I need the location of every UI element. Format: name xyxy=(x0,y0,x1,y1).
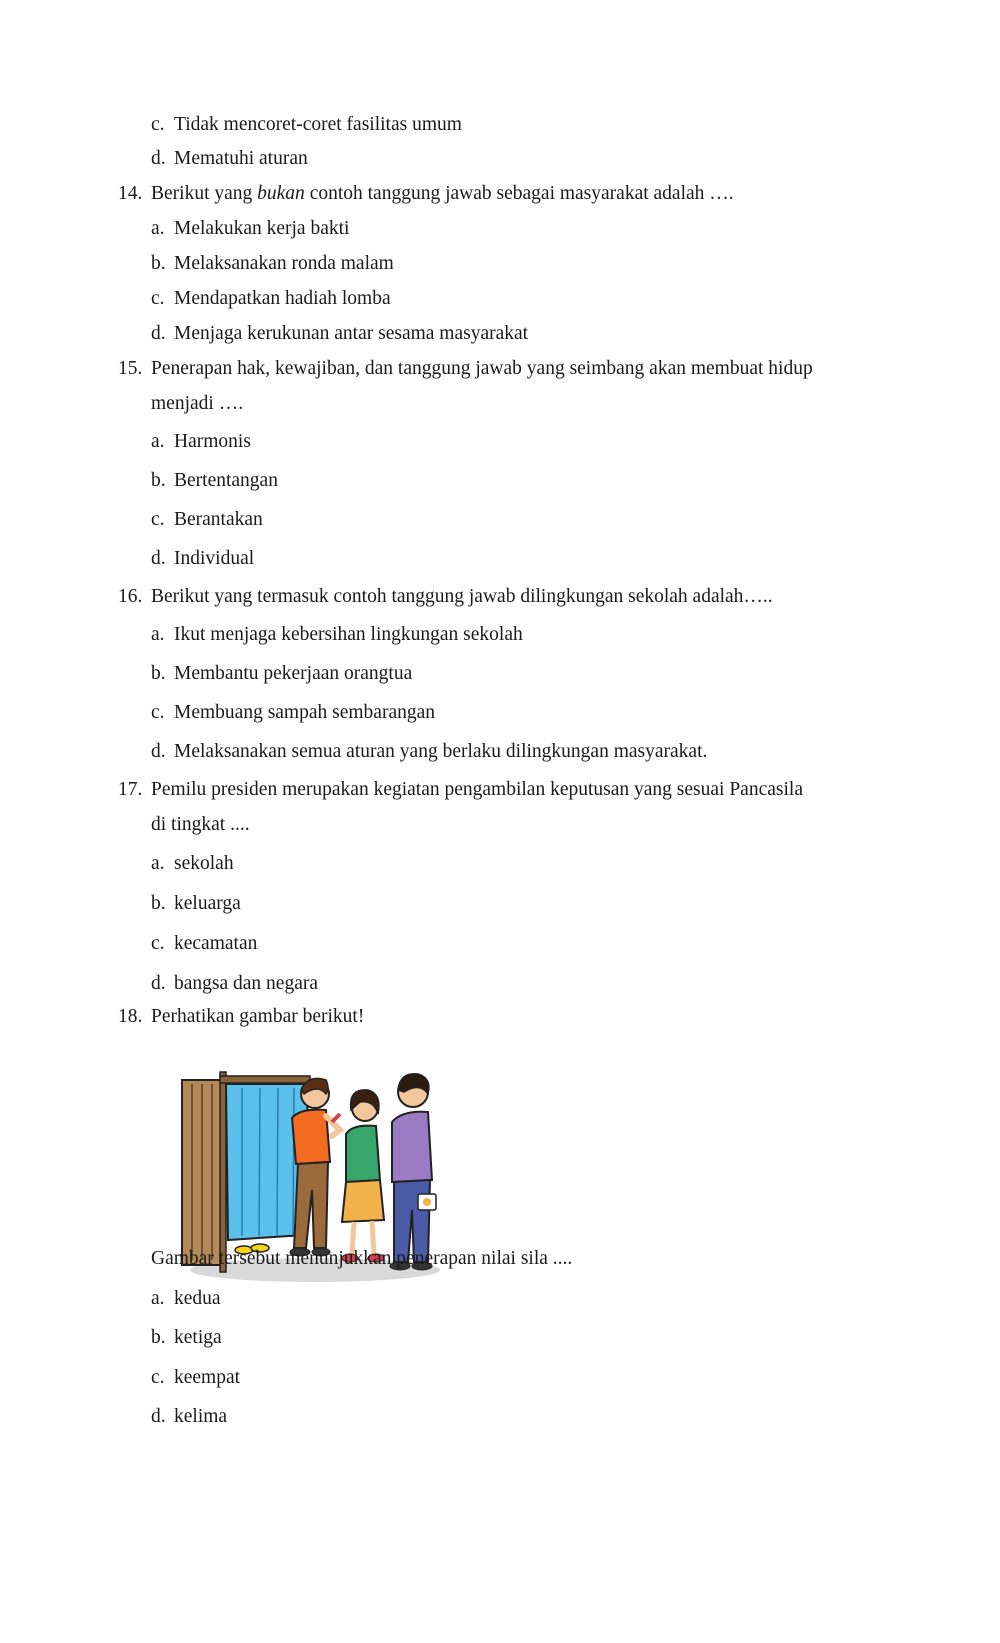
emphasis-word: bukan xyxy=(257,183,305,204)
option-text: Tidak mencoret-coret fasilitas umum xyxy=(174,114,462,135)
question-18-number: 18. xyxy=(118,1006,143,1027)
question-15-number: 15. xyxy=(118,358,143,379)
booth-rail xyxy=(220,1076,310,1083)
option-text: ketiga xyxy=(174,1327,222,1348)
option-text: Individual xyxy=(174,548,255,569)
question-17-text-line-1: Pemilu presiden merupakan kegiatan pengambilan keputusan yang sesuai Pancasila xyxy=(151,779,803,800)
option-text: Membantu pekerjaan orangtua xyxy=(174,663,413,684)
option-text: Melaksanakan semua aturan yang berlaku dilingkungan masyarakat. xyxy=(174,741,708,762)
option-letter: d. xyxy=(151,148,166,169)
option-13-c xyxy=(151,113,462,137)
option-text: Harmonis xyxy=(174,431,251,452)
option-16-a xyxy=(151,623,523,647)
option-letter: c. xyxy=(151,288,165,309)
question-18-caption: Gambar tersebut menunjukkan penerapan nilai sila .... xyxy=(151,1248,573,1269)
option-letter: d. xyxy=(151,1406,166,1427)
option-16-b xyxy=(151,662,412,686)
option-letter: b. xyxy=(151,1327,166,1348)
booth-post xyxy=(220,1072,226,1272)
option-letter: b. xyxy=(151,253,166,274)
option-letter: c. xyxy=(151,509,165,530)
option-17-d xyxy=(151,972,318,996)
option-text: keempat xyxy=(174,1367,241,1388)
option-text: Membuang sampah sembarangan xyxy=(174,702,436,723)
option-text: Bertentangan xyxy=(174,470,278,491)
booth-wood-panel xyxy=(182,1080,224,1265)
option-letter: b. xyxy=(151,893,166,914)
question-16-text: Berikut yang termasuk contoh tanggung jawab dilingkungan sekolah adalah….. xyxy=(151,586,773,607)
option-letter: a. xyxy=(151,218,165,239)
option-letter: a. xyxy=(151,853,165,874)
option-letter: a. xyxy=(151,624,165,645)
option-text: keluarga xyxy=(174,893,241,914)
question-14-number: 14. xyxy=(118,183,143,204)
option-14-c xyxy=(151,287,391,311)
option-18-c xyxy=(151,1366,240,1390)
option-14-b xyxy=(151,252,394,276)
question-17-text-line-2: di tingkat .... xyxy=(151,814,250,835)
option-text: Mendapatkan hadiah lomba xyxy=(174,288,391,309)
option-18-b xyxy=(151,1326,222,1350)
option-letter: b. xyxy=(151,470,166,491)
option-16-d xyxy=(151,740,707,764)
option-17-a xyxy=(151,852,234,876)
option-18-a xyxy=(151,1287,221,1311)
option-letter: c. xyxy=(151,1367,165,1388)
option-text: kecamatan xyxy=(174,933,258,954)
red-pen-icon xyxy=(332,1114,340,1122)
question-17-number: 17. xyxy=(118,779,143,800)
option-text: Melaksanakan ronda malam xyxy=(174,253,394,274)
option-17-b xyxy=(151,892,241,916)
option-text: Melakukan kerja bakti xyxy=(174,218,350,239)
question-16-number: 16. xyxy=(118,586,143,607)
option-13-d xyxy=(151,147,308,171)
option-14-d xyxy=(151,322,528,346)
option-letter: a. xyxy=(151,1288,165,1309)
option-letter: c. xyxy=(151,702,165,723)
option-14-a xyxy=(151,217,349,241)
question-15-text-line-2: menjadi …. xyxy=(151,393,244,414)
question-18-text: Perhatikan gambar berikut! xyxy=(151,1006,365,1027)
option-text: Ikut menjaga kebersihan lingkungan sekolah xyxy=(174,624,523,645)
option-15-a xyxy=(151,430,251,454)
option-text: Menjaga kerukunan antar sesama masyarakat xyxy=(174,323,529,344)
question-14-text: Berikut yang bukan contoh tanggung jawab sebagai masyarakat adalah …. xyxy=(151,183,734,204)
option-15-c xyxy=(151,508,263,532)
option-text: bangsa dan negara xyxy=(174,973,319,994)
option-text: kelima xyxy=(174,1406,228,1427)
question-15-text-line-1: Penerapan hak, kewajiban, dan tanggung jawab yang seimbang akan membuat hidup xyxy=(151,358,813,379)
option-text: Berantakan xyxy=(174,509,263,530)
option-letter: c. xyxy=(151,933,165,954)
option-letter: d. xyxy=(151,741,166,762)
option-17-c xyxy=(151,932,257,956)
option-15-b xyxy=(151,469,278,493)
option-text: sekolah xyxy=(174,853,234,874)
option-letter: c. xyxy=(151,114,165,135)
option-letter: d. xyxy=(151,548,166,569)
option-text: kedua xyxy=(174,1288,221,1309)
option-16-c xyxy=(151,701,435,725)
voter-purple-shirt xyxy=(390,1074,436,1270)
voter-green-shirt xyxy=(332,1090,384,1262)
option-letter: b. xyxy=(151,663,166,684)
option-15-d xyxy=(151,547,254,571)
option-text: Mematuhi aturan xyxy=(174,148,308,169)
option-letter: a. xyxy=(151,431,165,452)
option-18-d xyxy=(151,1405,227,1429)
option-letter: d. xyxy=(151,973,166,994)
option-letter: d. xyxy=(151,323,166,344)
